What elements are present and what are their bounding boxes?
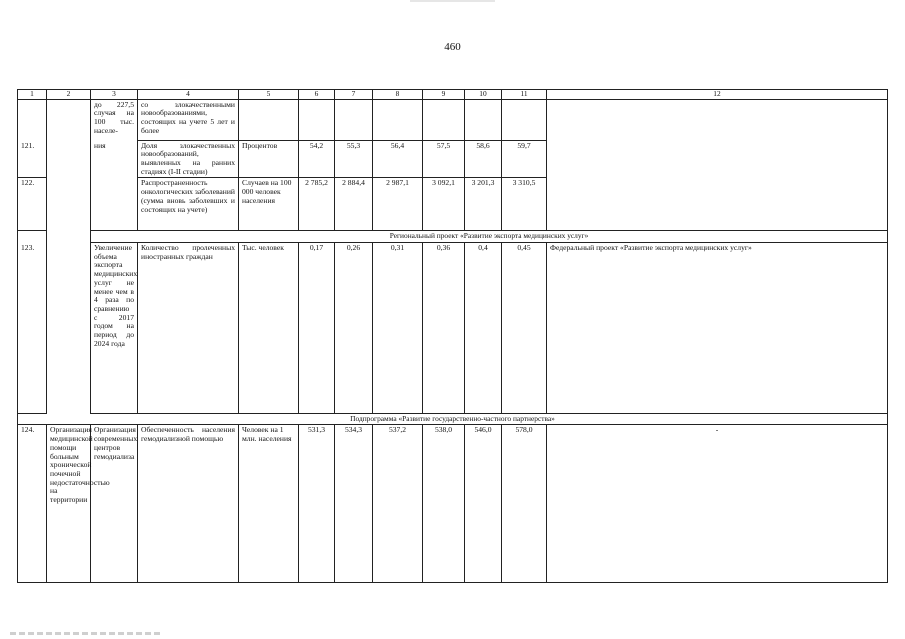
header-cell: 12 bbox=[547, 90, 888, 100]
table-row-123 bbox=[18, 242, 888, 413]
indicator-cell: со злокачественными новообразованиями, состоящих на учете 5 лет и более bbox=[138, 99, 239, 140]
indicators-table bbox=[17, 89, 888, 583]
value-cell: 0,31 bbox=[373, 242, 423, 413]
unit-cell: Человек на 1 млн. населения bbox=[239, 425, 299, 583]
header-cell: 7 bbox=[335, 90, 373, 100]
note-cell bbox=[547, 99, 888, 231]
task-cell: Организация современных центров гемодиализа bbox=[91, 425, 138, 583]
header-cell: 11 bbox=[502, 90, 547, 100]
header-cell: 10 bbox=[465, 90, 502, 100]
section-row-export bbox=[18, 231, 888, 243]
indicator-cell: Количество пролеченных иностранных граждан bbox=[138, 242, 239, 413]
value-cell bbox=[502, 99, 547, 140]
header-row bbox=[18, 90, 888, 100]
value-cell bbox=[423, 99, 465, 140]
value-cell: 0,26 bbox=[335, 242, 373, 413]
value-cell: 55,3 bbox=[335, 140, 373, 178]
value-cell: 56,4 bbox=[373, 140, 423, 178]
task-cell: Увеличение объема экспорта медицинских услуг не менее чем в 4 раза по сравнению с 2017 годом на период до 2024 года bbox=[91, 242, 138, 413]
value-cell: 58,6 bbox=[465, 140, 502, 178]
header-cell: 5 bbox=[239, 90, 299, 100]
row-number-cell: 123. bbox=[18, 242, 47, 413]
value-cell bbox=[373, 99, 423, 140]
header-cell: 3 bbox=[91, 90, 138, 100]
value-cell: 531,3 bbox=[299, 425, 335, 583]
header-cell: 4 bbox=[138, 90, 239, 100]
header-cell: 1 bbox=[18, 90, 47, 100]
goal-cell bbox=[47, 99, 91, 231]
value-cell: 2 884,4 bbox=[335, 178, 373, 231]
value-cell: 3 092,1 bbox=[423, 178, 465, 231]
value-cell bbox=[465, 99, 502, 140]
value-cell: 0,17 bbox=[299, 242, 335, 413]
unit-cell: Тыс. человек bbox=[239, 242, 299, 413]
unit-cell: Процентов bbox=[239, 140, 299, 178]
header-cell: 8 bbox=[373, 90, 423, 100]
indicator-cell: Обеспеченность населения гемодиализной помощью bbox=[138, 425, 239, 583]
goal-cell bbox=[47, 231, 91, 414]
value-cell: 0,36 bbox=[423, 242, 465, 413]
value-cell: 57,5 bbox=[423, 140, 465, 178]
row-number-cell: 121. bbox=[18, 140, 47, 178]
note-cell: - bbox=[547, 425, 888, 583]
header-cell: 2 bbox=[47, 90, 91, 100]
value-cell: 537,2 bbox=[373, 425, 423, 583]
section-title: Подпрограмма «Развитие государственно-частного партнерства» bbox=[18, 413, 888, 425]
value-cell: 538,0 bbox=[423, 425, 465, 583]
task-cell: до 227,5 случая на 100 тыс. населе- bbox=[91, 99, 138, 140]
value-cell: 0,4 bbox=[465, 242, 502, 413]
row-number-cell: 124. bbox=[18, 425, 47, 583]
task-cell: ния bbox=[91, 140, 138, 231]
header-cell: 6 bbox=[299, 90, 335, 100]
value-cell: 59,7 bbox=[502, 140, 547, 178]
value-cell bbox=[299, 99, 335, 140]
value-cell: 2 785,2 bbox=[299, 178, 335, 231]
page-number: 460 bbox=[444, 41, 461, 53]
table-row-continued bbox=[18, 99, 888, 140]
unit-cell: Случаев на 100 000 человек населения bbox=[239, 178, 299, 231]
section-row-ppp bbox=[18, 413, 888, 425]
value-cell: 534,3 bbox=[335, 425, 373, 583]
header-cell: 9 bbox=[423, 90, 465, 100]
value-cell: 54,2 bbox=[299, 140, 335, 178]
value-cell bbox=[335, 99, 373, 140]
value-cell: 546,0 bbox=[465, 425, 502, 583]
scan-artifact-top bbox=[410, 0, 495, 2]
value-cell: 0,45 bbox=[502, 242, 547, 413]
row-number-cell bbox=[18, 99, 47, 140]
scan-artifact-bottom bbox=[10, 632, 160, 635]
unit-cell bbox=[239, 99, 299, 140]
row-number-cell bbox=[18, 231, 47, 243]
value-cell: 3 201,3 bbox=[465, 178, 502, 231]
goal-cell: Организация медицинской помощи больным хронической почечной недостаточностью на территории bbox=[47, 425, 91, 583]
note-cell: Федеральный проект «Развитие экспорта медицинских услуг» bbox=[547, 242, 888, 413]
value-cell: 578,0 bbox=[502, 425, 547, 583]
value-cell: 3 310,5 bbox=[502, 178, 547, 231]
row-number-cell: 122. bbox=[18, 178, 47, 231]
section-title: Региональный проект «Развитие экспорта медицинских услуг» bbox=[91, 231, 888, 243]
indicator-cell: Доля злокачественных новообразований, выявленных на ранних стадиях (I-II стадии) bbox=[138, 140, 239, 178]
value-cell: 2 987,1 bbox=[373, 178, 423, 231]
table-row-124 bbox=[18, 425, 888, 583]
indicator-cell: Распространенность онкологических заболеваний (сумма вновь заболевших и состоящих на учете) bbox=[138, 178, 239, 231]
